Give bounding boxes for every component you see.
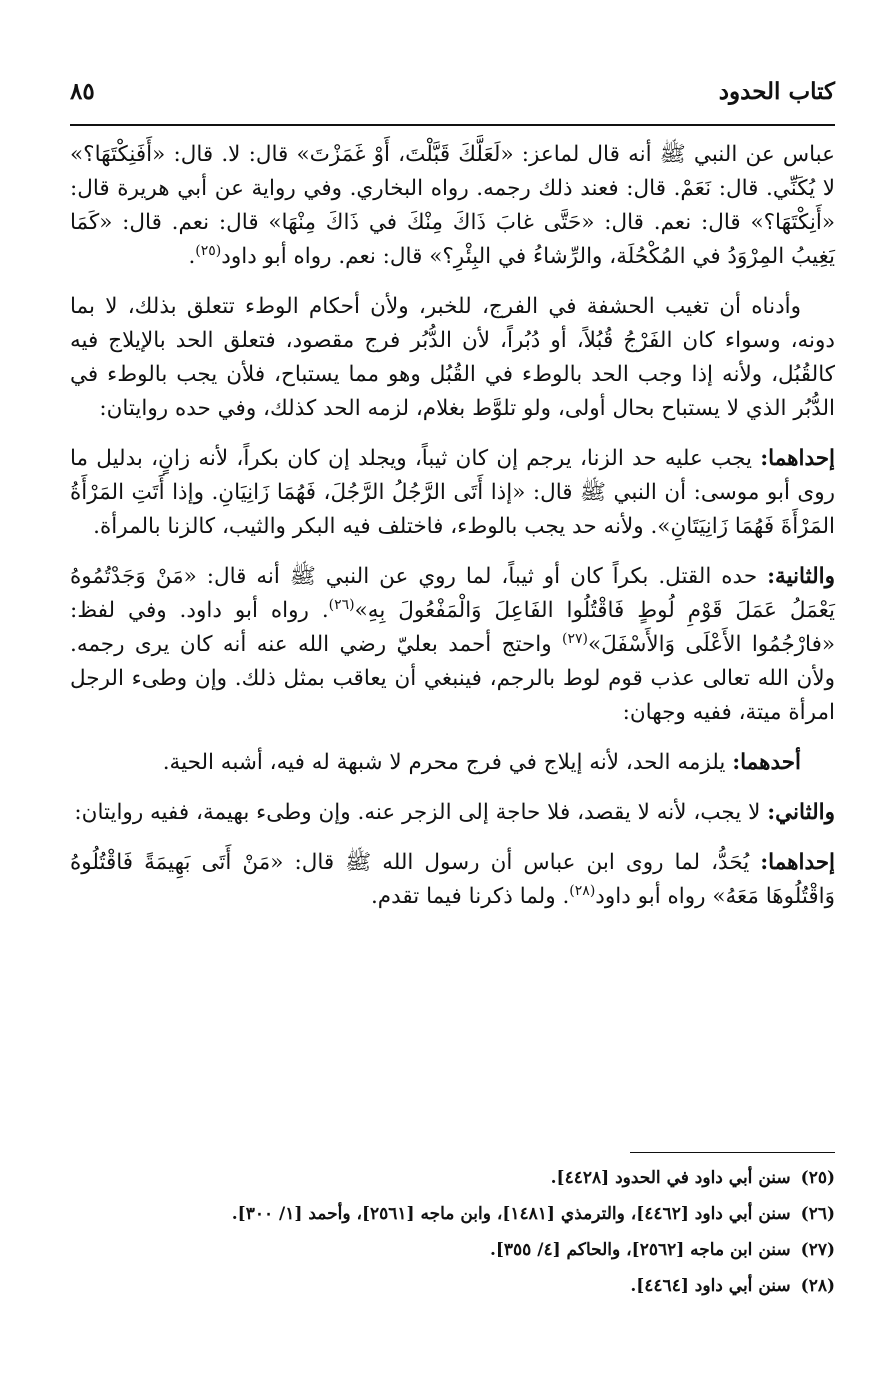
footnote-ref-25: (٢٥) (195, 242, 222, 259)
footnote-ref-26: (٢٦) (328, 596, 355, 613)
footnote-item (70, 1196, 835, 1232)
main-text (70, 138, 835, 930)
paragraph-3: إحداهما: يجب عليه حد الزنا، يرجم إن كان ثيباً، ويجلد إن كان بكراً، لأنه زانٍ، بدليل ما روى أبو موسى: أن النبي ﷺ قال: «إذا أَتَى الرَّجُلُ الرَّجُلَ، فَهُمَا زَانِيَانِ. وإذا أَتَتِ المَرْأَةُ المَرْأَةَ فَهُمَا زَانِيَتَانِ». ولأنه حد يجب بالوطء، فاختلف فيه البكر والثيب، كالزنا بالمرأة. (70, 446, 835, 539)
footnote-item (70, 1268, 835, 1304)
footnote-item (70, 1232, 835, 1268)
footnote-ref-27: (٢٧) (562, 630, 589, 647)
footnote-item (70, 1160, 835, 1196)
paragraph-7: إحداهما: يُحَدُّ، لما روى ابن عباس أن رسول الله ﷺ قال: «مَنْ أَتَى بَهِيمَةً فَاقْتُلُوهُ وَاقْتُلُوهَا مَعَهُ» رواه أبو داود$^{(٢٨)}$. ولما ذكرنا فيما تقدم. (70, 850, 835, 909)
paragraph-2: وأدناه أن تغيب الحشفة في الفرج، للخبر، ولأن أحكام الوطء تتعلق بذلك، لا بما دونه، وسواء كان الفَرْجُ قُبُلاً، أو دُبُراً، لأن الدُّبُر فرج مقصود، فتعلق الحد بالإيلاج فيه كالقُبُل، ولأنه إذا وجب الحد بالوطء في القُبُل وهو مما يستباح، فلأن يجب بالوطء في الدُّبُر الذي لا يستباح بحال أولى، ولو تلوَّط بغلام، لزمه الحد كذلك، وفي حده روايتان: (70, 294, 835, 421)
footnote-text: سنن أبي داود [٤٤٦٤]. (630, 1276, 791, 1296)
paragraph-5: أحدهما: يلزمه الحد، لأنه إيلاج في فرج محرم لا شبهة له فيه، أشبه الحية. (162, 750, 801, 775)
page-number: ٨٥ (70, 78, 95, 105)
paragraph-6: والثاني: لا يجب، لأنه لا يقصد، فلا حاجة إلى الزجر عنه. وإن وطىء بهيمة، ففيه روايتان: (74, 800, 835, 825)
chapter-title: كتاب الحدود (718, 78, 835, 105)
term-label: والثانية: (767, 564, 835, 589)
footnote-number: (٢٧) (800, 1240, 835, 1260)
footnotes (70, 1160, 835, 1304)
footnote-number: (٢٨) (800, 1276, 835, 1296)
footnote-number: (٢٦) (800, 1204, 835, 1224)
term-label: والثاني: (767, 800, 835, 825)
footnote-ref-28: (٢٨) (569, 882, 596, 899)
footnote-text: سنن أبي داود [٤٤٦٢]، والترمذي [١٤٨١]، وابن ماجه [٢٥٦١]، وأحمد [١/ ٣٠٠]. (231, 1204, 791, 1224)
footnote-divider (630, 1152, 835, 1153)
term-label: أحدهما: (732, 750, 801, 775)
term-label: إحداهما: (760, 850, 835, 875)
term-label: إحداهما: (760, 446, 835, 471)
paragraph-4: والثانية: حده القتل. بكراً كان أو ثيباً، لما روي عن النبي ﷺ أنه قال: «مَنْ وَجَدْتُمُوهُ يَعْمَلُ عَمَلَ قَوْمِ لُوطٍ فَاقْتُلُوا الفَاعِلَ وَالْمَفْعُولَ بِهِ»$^{(٢٦)}$. رواه أبو داود. وفي لفظ: «فارْجُمُوا الأَعْلَى وَالأَسْفَلَ»$^{(٢٧)}$ واحتج أحمد بعليّ رضي الله عنه أنه كان يرى رجمه. ولأن الله تعالى عذب قوم لوط بالرجم، فينبغي أن يعاقب بمثل ذلك. وإن وطىء الرجل امرأة ميتة، ففيه وجهان: (70, 564, 836, 725)
footnote-text: سنن أبي داود في الحدود [٤٤٢٨]. (550, 1168, 791, 1188)
footnote-text: سنن ابن ماجه [٢٥٦٢]، والحاكم [٤/ ٣٥٥]. (489, 1240, 791, 1260)
running-header (70, 74, 835, 114)
paragraph-1: عباس عن النبي ﷺ أنه قال لماعز: «لَعَلَّكَ قَبَّلْتَ، أَوْ غَمَزْتَ» قال: لا. قال: «أَفَنِكْتَهَا؟» لا يُكَنِّي. قال: نَعَمْ. قال: فعند ذلك رجمه. رواه البخاري. وفي رواية عن أبي هريرة قال: «أَنِكْتَهَا؟» قال: نعم. قال: «حَتَّى غابَ ذَاكَ مِنْكَ في ذَاكَ مِنْهَا» قال: نعم. قال: «كَمَا يَغِيبُ المِرْوَدُ في المُكْحُلَة، والرِّشاءُ في البِئْرِ؟» قال: نعم. رواه أبو داود$^{(٢٥)}$. (70, 142, 835, 269)
footnote-number: (٢٥) (800, 1168, 835, 1188)
header-divider (70, 124, 835, 126)
